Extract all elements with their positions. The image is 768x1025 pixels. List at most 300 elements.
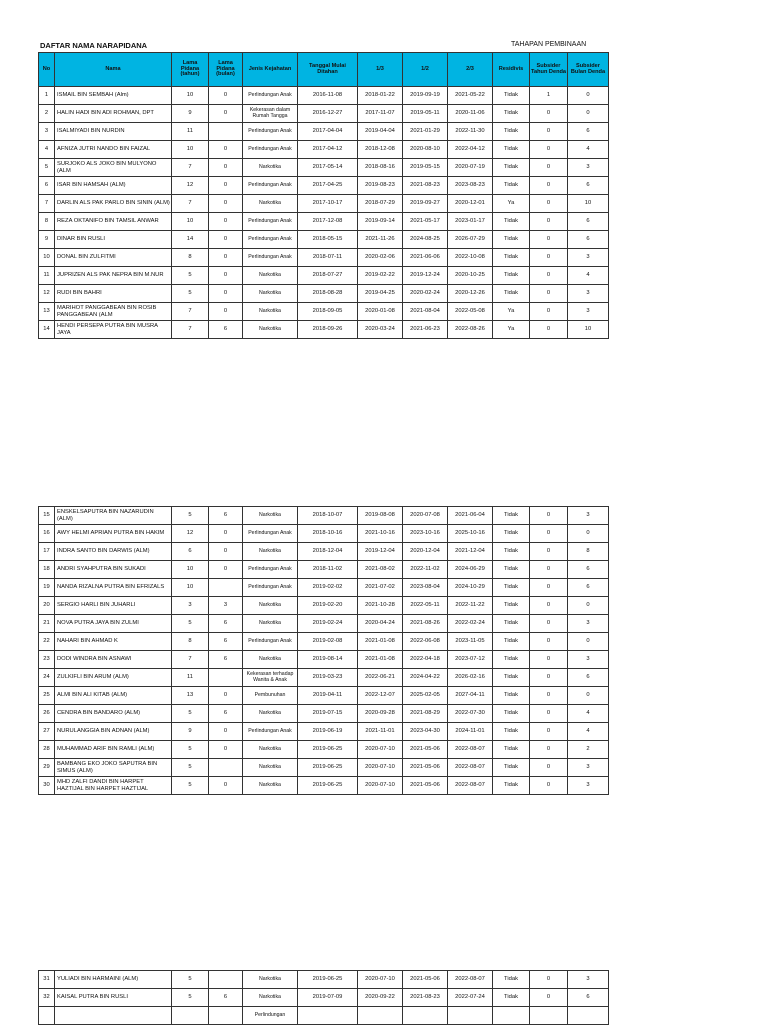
- cell-subsider-bulan: 3: [568, 759, 609, 777]
- cell-duapertiga: 2021-12-04: [448, 543, 493, 561]
- cell-residivis: Tidak: [493, 123, 530, 141]
- cell-sepertiga: 2019-04-04: [358, 123, 403, 141]
- cell-lama-tahun: 3: [172, 597, 209, 615]
- cell-tanggal-ditahan: 2019-03-23: [298, 669, 358, 687]
- cell-residivis: Tidak: [493, 213, 530, 231]
- cell-setengah: 2023-08-04: [403, 579, 448, 597]
- cell-subsider-tahun: 0: [530, 741, 568, 759]
- col-tanggal-ditahan: Tanggal Mulai Ditahan: [298, 53, 358, 87]
- cell-sepertiga: 2020-09-28: [358, 705, 403, 723]
- cell-no: 5: [39, 159, 55, 177]
- cell-lama-bulan: [209, 971, 243, 989]
- cell-subsider-bulan: 0: [568, 597, 609, 615]
- cell-setengah: 2019-12-24: [403, 267, 448, 285]
- cell-jenis-kejahatan: Perlindungan Anak: [243, 87, 298, 105]
- cell-lama-bulan: [209, 579, 243, 597]
- cell-jenis-kejahatan: Perlindungan Anak: [243, 723, 298, 741]
- cell-residivis: Tidak: [493, 651, 530, 669]
- col-subsider-tahun: Subsider Tahun Denda: [530, 53, 568, 87]
- cell-tanggal-ditahan: 2017-12-08: [298, 213, 358, 231]
- table-row: [39, 267, 609, 285]
- cell-lama-bulan: [209, 759, 243, 777]
- cell-tanggal-ditahan: 2017-04-04: [298, 123, 358, 141]
- cell-lama-tahun: [172, 1007, 209, 1025]
- table-row: [39, 507, 609, 525]
- table-row: [39, 285, 609, 303]
- cell-setengah: 2022-11-02: [403, 561, 448, 579]
- cell-sepertiga: 2018-08-16: [358, 159, 403, 177]
- table-row: [39, 321, 609, 339]
- cell-residivis: Tidak: [493, 87, 530, 105]
- cell-setengah: 2021-06-23: [403, 321, 448, 339]
- cell-no: 20: [39, 597, 55, 615]
- cell-residivis: Tidak: [493, 971, 530, 989]
- cell-lama-bulan: 0: [209, 285, 243, 303]
- cell-subsider-bulan: 6: [568, 231, 609, 249]
- cell-sepertiga: 2020-02-06: [358, 249, 403, 267]
- col-subsider-bulan: Subsider Bulan Denda: [568, 53, 609, 87]
- cell-setengah: 2023-10-16: [403, 525, 448, 543]
- cell-duapertiga: 2022-08-07: [448, 759, 493, 777]
- cell-no: 23: [39, 651, 55, 669]
- cell-lama-bulan: 0: [209, 267, 243, 285]
- cell-subsider-tahun: 0: [530, 633, 568, 651]
- cell-subsider-tahun: 0: [530, 123, 568, 141]
- cell-subsider-tahun: 0: [530, 543, 568, 561]
- cell-residivis: Tidak: [493, 561, 530, 579]
- table-row: [39, 777, 609, 795]
- cell-nama: NOVA PUTRA JAYA BIN ZULMI: [55, 615, 172, 633]
- cell-subsider-tahun: 0: [530, 231, 568, 249]
- cell-lama-tahun: 8: [172, 633, 209, 651]
- cell-setengah: 2021-08-04: [403, 303, 448, 321]
- cell-residivis: Tidak: [493, 141, 530, 159]
- cell-setengah: 2020-02-24: [403, 285, 448, 303]
- cell-lama-bulan: 0: [209, 303, 243, 321]
- table-row: [39, 687, 609, 705]
- cell-subsider-bulan: 4: [568, 723, 609, 741]
- cell-subsider-bulan: 3: [568, 507, 609, 525]
- cell-subsider-tahun: 0: [530, 705, 568, 723]
- cell-tanggal-ditahan: 2018-10-07: [298, 507, 358, 525]
- cell-no: 32: [39, 989, 55, 1007]
- cell-setengah: 2021-05-06: [403, 759, 448, 777]
- cell-duapertiga: 2023-11-05: [448, 633, 493, 651]
- table-row: [39, 1007, 609, 1025]
- table-body-page-2: [39, 507, 609, 795]
- table-row: [39, 525, 609, 543]
- table-row: [39, 989, 609, 1007]
- cell-subsider-tahun: 0: [530, 177, 568, 195]
- cell-subsider-bulan: 0: [568, 687, 609, 705]
- cell-jenis-kejahatan: Narkotika: [243, 285, 298, 303]
- cell-residivis: Tidak: [493, 615, 530, 633]
- cell-nama: CENDRA BIN BANDARO (ALM): [55, 705, 172, 723]
- cell-jenis-kejahatan: Narkotika: [243, 705, 298, 723]
- cell-jenis-kejahatan: Perlindungan Anak: [243, 177, 298, 195]
- cell-setengah: 2019-09-27: [403, 195, 448, 213]
- cell-tanggal-ditahan: 2016-12-27: [298, 105, 358, 123]
- cell-nama: RUDI BIN BAHRI: [55, 285, 172, 303]
- cell-lama-tahun: 12: [172, 177, 209, 195]
- cell-duapertiga: 2020-07-19: [448, 159, 493, 177]
- cell-setengah: 2022-05-11: [403, 597, 448, 615]
- cell-tanggal-ditahan: 2019-06-19: [298, 723, 358, 741]
- table-row: [39, 543, 609, 561]
- cell-duapertiga: 2022-08-07: [448, 971, 493, 989]
- cell-lama-tahun: 7: [172, 159, 209, 177]
- cell-setengah: 2022-06-08: [403, 633, 448, 651]
- cell-nama: AWY HELMI APRIAN PUTRA BIN HAKIM: [55, 525, 172, 543]
- cell-no: [39, 1007, 55, 1025]
- cell-jenis-kejahatan: Narkotika: [243, 543, 298, 561]
- cell-lama-bulan: 6: [209, 705, 243, 723]
- cell-lama-tahun: 5: [172, 705, 209, 723]
- cell-subsider-tahun: 0: [530, 723, 568, 741]
- cell-tanggal-ditahan: 2016-11-08: [298, 87, 358, 105]
- cell-jenis-kejahatan: Narkotika: [243, 615, 298, 633]
- cell-setengah: 2020-07-08: [403, 507, 448, 525]
- cell-lama-bulan: 0: [209, 777, 243, 795]
- cell-residivis: Tidak: [493, 579, 530, 597]
- cell-lama-tahun: 7: [172, 321, 209, 339]
- cell-no: 17: [39, 543, 55, 561]
- cell-subsider-tahun: 0: [530, 777, 568, 795]
- table-row: [39, 741, 609, 759]
- cell-sepertiga: 2018-07-29: [358, 195, 403, 213]
- cell-sepertiga: 2017-11-07: [358, 105, 403, 123]
- cell-subsider-bulan: 6: [568, 177, 609, 195]
- table-row: [39, 303, 609, 321]
- cell-tanggal-ditahan: 2019-02-08: [298, 633, 358, 651]
- cell-no: 14: [39, 321, 55, 339]
- cell-residivis: Ya: [493, 303, 530, 321]
- cell-nama: AFNIZA JUTRI NANDO BIN FAIZAL: [55, 141, 172, 159]
- cell-subsider-tahun: 1: [530, 87, 568, 105]
- cell-lama-tahun: 10: [172, 213, 209, 231]
- cell-jenis-kejahatan: Perlindungan Anak: [243, 579, 298, 597]
- cell-jenis-kejahatan: Pembunuhan: [243, 687, 298, 705]
- cell-duapertiga: 2023-01-17: [448, 213, 493, 231]
- cell-residivis: Ya: [493, 195, 530, 213]
- table-row: [39, 141, 609, 159]
- cell-subsider-bulan: 3: [568, 971, 609, 989]
- cell-tanggal-ditahan: 2018-10-16: [298, 525, 358, 543]
- cell-sepertiga: 2020-07-10: [358, 759, 403, 777]
- cell-subsider-bulan: 10: [568, 195, 609, 213]
- cell-subsider-tahun: 0: [530, 669, 568, 687]
- cell-sepertiga: 2020-07-10: [358, 741, 403, 759]
- cell-tanggal-ditahan: 2019-04-11: [298, 687, 358, 705]
- cell-subsider-bulan: 3: [568, 159, 609, 177]
- cell-lama-tahun: 11: [172, 123, 209, 141]
- cell-setengah: 2024-08-25: [403, 231, 448, 249]
- cell-lama-tahun: 5: [172, 971, 209, 989]
- cell-duapertiga: 2023-07-12: [448, 651, 493, 669]
- cell-no: 4: [39, 141, 55, 159]
- cell-nama: ISMAIL BIN SEMBAH (Alm): [55, 87, 172, 105]
- cell-subsider-bulan: 0: [568, 633, 609, 651]
- cell-jenis-kejahatan: Narkotika: [243, 989, 298, 1007]
- cell-jenis-kejahatan: Narkotika: [243, 971, 298, 989]
- cell-residivis: Tidak: [493, 633, 530, 651]
- cell-jenis-kejahatan: Narkotika: [243, 267, 298, 285]
- cell-lama-bulan: [209, 1007, 243, 1025]
- cell-tanggal-ditahan: 2019-08-14: [298, 651, 358, 669]
- cell-nama: KAISAL PUTRA BIN RUSLI: [55, 989, 172, 1007]
- cell-setengah: 2021-08-23: [403, 177, 448, 195]
- cell-setengah: 2023-04-30: [403, 723, 448, 741]
- cell-jenis-kejahatan: Narkotika: [243, 651, 298, 669]
- cell-subsider-tahun: 0: [530, 249, 568, 267]
- cell-sepertiga: 2021-01-08: [358, 633, 403, 651]
- cell-lama-bulan: 0: [209, 723, 243, 741]
- cell-tanggal-ditahan: 2017-10-17: [298, 195, 358, 213]
- cell-subsider-bulan: 3: [568, 285, 609, 303]
- col-duapertiga: 2/3: [448, 53, 493, 87]
- cell-no: 22: [39, 633, 55, 651]
- cell-no: 25: [39, 687, 55, 705]
- table-row: [39, 561, 609, 579]
- cell-lama-tahun: 11: [172, 669, 209, 687]
- document-title: DAFTAR NAMA NARAPIDANA: [40, 41, 148, 50]
- cell-no: 21: [39, 615, 55, 633]
- cell-residivis: Tidak: [493, 507, 530, 525]
- cell-no: 9: [39, 231, 55, 249]
- cell-setengah: 2021-05-06: [403, 777, 448, 795]
- cell-residivis: Tidak: [493, 741, 530, 759]
- cell-subsider-tahun: 0: [530, 303, 568, 321]
- cell-subsider-bulan: 2: [568, 741, 609, 759]
- cell-jenis-kejahatan: Narkotika: [243, 303, 298, 321]
- cell-nama: YULIADI BIN HARMAINI (ALM): [55, 971, 172, 989]
- cell-sepertiga: 2021-11-26: [358, 231, 403, 249]
- cell-residivis: Tidak: [493, 777, 530, 795]
- cell-setengah: 2022-04-18: [403, 651, 448, 669]
- col-jenis-kejahatan: Jenis Kejahatan: [243, 53, 298, 87]
- cell-subsider-tahun: 0: [530, 321, 568, 339]
- cell-no: 19: [39, 579, 55, 597]
- cell-setengah: 2021-08-23: [403, 989, 448, 1007]
- cell-lama-tahun: 5: [172, 777, 209, 795]
- cell-lama-tahun: 12: [172, 525, 209, 543]
- cell-jenis-kejahatan: Kekerasan terhadap Wanita & Anak: [243, 669, 298, 687]
- cell-duapertiga: 2022-05-08: [448, 303, 493, 321]
- cell-duapertiga: 2024-06-29: [448, 561, 493, 579]
- inmate-table-page-1: [38, 52, 609, 339]
- cell-no: 6: [39, 177, 55, 195]
- table-row: [39, 177, 609, 195]
- cell-no: 16: [39, 525, 55, 543]
- cell-lama-tahun: 5: [172, 759, 209, 777]
- cell-nama: DINAR BIN RUSLI: [55, 231, 172, 249]
- cell-sepertiga: 2021-07-02: [358, 579, 403, 597]
- cell-no: 2: [39, 105, 55, 123]
- cell-tanggal-ditahan: 2018-07-27: [298, 267, 358, 285]
- cell-duapertiga: 2022-07-30: [448, 705, 493, 723]
- cell-nama: DONAL BIN ZULFITMI: [55, 249, 172, 267]
- col-lama-bulan: Lama Pidana (bulan): [209, 53, 243, 87]
- cell-jenis-kejahatan: Perlindungan Anak: [243, 525, 298, 543]
- cell-setengah: 2021-01-29: [403, 123, 448, 141]
- cell-jenis-kejahatan: Narkotika: [243, 159, 298, 177]
- cell-setengah: 2019-05-11: [403, 105, 448, 123]
- cell-residivis: Tidak: [493, 597, 530, 615]
- cell-nama: ISALMIYADI BIN NURDIN: [55, 123, 172, 141]
- table-body-page-1: [39, 87, 609, 339]
- cell-residivis: Tidak: [493, 705, 530, 723]
- col-sepertiga: 1/3: [358, 53, 403, 87]
- cell-sepertiga: 2022-06-21: [358, 669, 403, 687]
- cell-residivis: Tidak: [493, 669, 530, 687]
- cell-duapertiga: 2022-02-24: [448, 615, 493, 633]
- cell-lama-bulan: 0: [209, 741, 243, 759]
- cell-subsider-bulan: 8: [568, 543, 609, 561]
- cell-subsider-bulan: 10: [568, 321, 609, 339]
- cell-jenis-kejahatan: Kekerasan dalam Rumah Tangga: [243, 105, 298, 123]
- table-row: [39, 669, 609, 687]
- cell-sepertiga: 2019-08-08: [358, 507, 403, 525]
- cell-lama-tahun: 9: [172, 723, 209, 741]
- cell-lama-bulan: 6: [209, 651, 243, 669]
- cell-jenis-kejahatan: Perlindungan Anak: [243, 249, 298, 267]
- cell-tanggal-ditahan: 2019-02-02: [298, 579, 358, 597]
- cell-subsider-tahun: [530, 1007, 568, 1025]
- table-row: [39, 87, 609, 105]
- cell-lama-tahun: 7: [172, 303, 209, 321]
- cell-duapertiga: 2021-05-22: [448, 87, 493, 105]
- cell-subsider-tahun: 0: [530, 615, 568, 633]
- cell-lama-tahun: 5: [172, 507, 209, 525]
- cell-residivis: Tidak: [493, 723, 530, 741]
- cell-subsider-bulan: 3: [568, 615, 609, 633]
- cell-tanggal-ditahan: 2019-07-15: [298, 705, 358, 723]
- cell-nama: ALMI BIN ALI KITAB (ALM): [55, 687, 172, 705]
- cell-subsider-tahun: 0: [530, 105, 568, 123]
- cell-no: 28: [39, 741, 55, 759]
- cell-tanggal-ditahan: 2019-06-25: [298, 759, 358, 777]
- cell-sepertiga: 2020-03-24: [358, 321, 403, 339]
- cell-tanggal-ditahan: 2019-07-09: [298, 989, 358, 1007]
- cell-tanggal-ditahan: 2017-04-12: [298, 141, 358, 159]
- cell-nama: REZA OKTANIFO BIN TAMSIL ANWAR: [55, 213, 172, 231]
- cell-residivis: Ya: [493, 321, 530, 339]
- cell-lama-bulan: 0: [209, 177, 243, 195]
- cell-lama-bulan: 0: [209, 687, 243, 705]
- cell-lama-bulan: 6: [209, 633, 243, 651]
- cell-lama-tahun: 7: [172, 195, 209, 213]
- cell-sepertiga: 2020-07-10: [358, 971, 403, 989]
- cell-lama-tahun: 10: [172, 87, 209, 105]
- cell-jenis-kejahatan: Narkotika: [243, 741, 298, 759]
- table-header-row: [39, 53, 609, 87]
- cell-no: 29: [39, 759, 55, 777]
- table-row: [39, 123, 609, 141]
- cell-subsider-bulan: 4: [568, 705, 609, 723]
- cell-no: 30: [39, 777, 55, 795]
- cell-subsider-tahun: 0: [530, 507, 568, 525]
- cell-subsider-tahun: 0: [530, 651, 568, 669]
- cell-tanggal-ditahan: 2018-05-15: [298, 231, 358, 249]
- cell-no: 12: [39, 285, 55, 303]
- cell-jenis-kejahatan: Narkotika: [243, 195, 298, 213]
- cell-no: 8: [39, 213, 55, 231]
- cell-sepertiga: 2019-02-22: [358, 267, 403, 285]
- cell-tanggal-ditahan: 2019-06-25: [298, 971, 358, 989]
- cell-residivis: Tidak: [493, 285, 530, 303]
- cell-tanggal-ditahan: 2019-02-20: [298, 597, 358, 615]
- cell-residivis: Tidak: [493, 267, 530, 285]
- cell-lama-tahun: 7: [172, 651, 209, 669]
- cell-no: 1: [39, 87, 55, 105]
- cell-subsider-tahun: 0: [530, 597, 568, 615]
- cell-nama: NANDA RIZALNA PUTRA BIN EFRIZALS: [55, 579, 172, 597]
- table-row: [39, 159, 609, 177]
- cell-lama-tahun: 10: [172, 561, 209, 579]
- cell-lama-bulan: 0: [209, 141, 243, 159]
- cell-tanggal-ditahan: 2019-02-24: [298, 615, 358, 633]
- cell-duapertiga: 2020-12-26: [448, 285, 493, 303]
- cell-tanggal-ditahan: 2017-05-14: [298, 159, 358, 177]
- cell-lama-bulan: 0: [209, 249, 243, 267]
- cell-subsider-tahun: 0: [530, 141, 568, 159]
- cell-residivis: Tidak: [493, 105, 530, 123]
- cell-lama-bulan: 0: [209, 213, 243, 231]
- cell-sepertiga: [358, 1007, 403, 1025]
- cell-lama-bulan: 0: [209, 231, 243, 249]
- cell-tanggal-ditahan: 2019-06-25: [298, 777, 358, 795]
- cell-subsider-tahun: 0: [530, 759, 568, 777]
- cell-jenis-kejahatan: Narkotika: [243, 759, 298, 777]
- cell-sepertiga: 2022-12-07: [358, 687, 403, 705]
- cell-duapertiga: 2022-11-30: [448, 123, 493, 141]
- cell-sepertiga: 2020-07-10: [358, 777, 403, 795]
- cell-no: 3: [39, 123, 55, 141]
- cell-tanggal-ditahan: 2018-09-05: [298, 303, 358, 321]
- cell-no: 27: [39, 723, 55, 741]
- cell-duapertiga: 2023-08-23: [448, 177, 493, 195]
- cell-subsider-bulan: 4: [568, 141, 609, 159]
- table-row: [39, 231, 609, 249]
- cell-nama: ENSKELSAPUTRA BIN NAZARUDIN (ALM): [55, 507, 172, 525]
- cell-nama: HENDI PERSEPA PUTRA BIN MUSRA JAYA: [55, 321, 172, 339]
- cell-residivis: Tidak: [493, 687, 530, 705]
- cell-tanggal-ditahan: [298, 1007, 358, 1025]
- cell-setengah: 2021-05-06: [403, 741, 448, 759]
- cell-setengah: 2019-05-15: [403, 159, 448, 177]
- cell-no: 13: [39, 303, 55, 321]
- cell-jenis-kejahatan: Perlindungan Anak: [243, 141, 298, 159]
- cell-subsider-tahun: 0: [530, 525, 568, 543]
- cell-no: 24: [39, 669, 55, 687]
- cell-residivis: Tidak: [493, 543, 530, 561]
- cell-setengah: 2025-02-05: [403, 687, 448, 705]
- cell-sepertiga: 2020-09-22: [358, 989, 403, 1007]
- cell-no: 11: [39, 267, 55, 285]
- cell-nama: MARIHOT PANGGABEAN BIN ROSIB PANGGABEAN (ALM: [55, 303, 172, 321]
- cell-lama-tahun: 5: [172, 285, 209, 303]
- cell-subsider-bulan: 6: [568, 669, 609, 687]
- cell-jenis-kejahatan: Perlindungan Anak: [243, 561, 298, 579]
- cell-lama-bulan: 0: [209, 105, 243, 123]
- cell-subsider-bulan: [568, 1007, 609, 1025]
- cell-duapertiga: 2024-11-01: [448, 723, 493, 741]
- col-lama-tahun: Lama Pidana (tahun): [172, 53, 209, 87]
- cell-lama-bulan: 0: [209, 87, 243, 105]
- col-no: No: [39, 53, 55, 87]
- cell-nama: [55, 1007, 172, 1025]
- cell-setengah: 2020-08-10: [403, 141, 448, 159]
